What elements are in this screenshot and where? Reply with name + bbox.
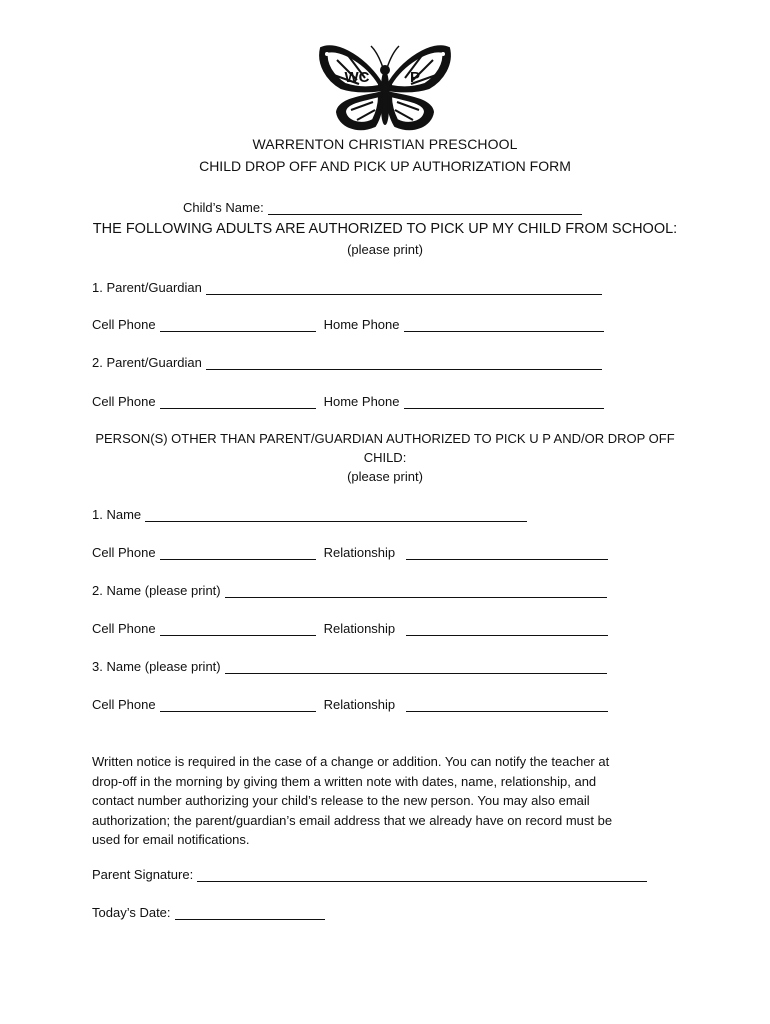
parent1-home-label: Home Phone [323,317,400,332]
other3-contact-row [92,697,608,712]
notice-line: used for email notifications. [92,832,250,847]
parent1-phone-row [92,317,604,332]
parent1-cell-field[interactable] [160,319,316,332]
parent1-cell-label: Cell Phone [92,317,156,332]
other1-name-label: 1. Name [92,507,142,522]
notice-line: Written notice is required in the case of a change or addition. You can notify the teacher at [92,754,610,769]
other3-name-label: 3. Name (please print) [92,659,221,674]
other3-cell-label: Cell Phone [92,697,156,712]
other2-cell-label: Cell Phone [92,621,156,636]
parent-signature-row [92,867,647,882]
other1-contact-row [92,545,608,560]
other2-contact-row [92,621,608,636]
other3-relationship-label: Relationship [323,697,396,712]
todays-date-label: Today’s Date: [92,905,171,920]
written-notice-paragraph [92,752,672,850]
parent2-phone-row [92,394,604,409]
parent2-name-field[interactable] [206,357,602,370]
parent-signature-label: Parent Signature: [92,867,194,882]
other2-name-field[interactable] [225,585,607,598]
others-heading-line2: CHILD: [363,450,407,465]
other1-name-row [92,507,527,522]
parent1-home-field[interactable] [404,319,604,332]
others-subheading: (please print) [347,469,423,484]
logo-lettering-right: P [409,69,421,86]
other1-relationship-field[interactable] [406,547,608,560]
other3-name-row [92,659,607,674]
child-name-field[interactable] [268,202,582,215]
school-name: WARRENTON CHRISTIAN PRESCHOOL [252,136,518,152]
other2-cell-field[interactable] [160,623,316,636]
other2-relationship-label: Relationship [323,621,396,636]
parent1-label: 1. Parent/Guardian [92,280,202,295]
other3-relationship-field[interactable] [406,699,608,712]
authorized-adults-heading: THE FOLLOWING ADULTS ARE AUTHORIZED TO PICK UP MY CHILD FROM SCHOOL: [92,221,678,237]
other2-name-label: 2. Name (please print) [92,583,221,598]
parent-signature-field[interactable] [197,869,647,882]
other1-cell-field[interactable] [160,547,316,560]
other3-cell-field[interactable] [160,699,316,712]
child-name-row [183,200,582,215]
butterfly-logo [317,40,453,136]
other1-cell-label: Cell Phone [92,545,156,560]
notice-line: contact number authorizing your child’s release to the new person. You may also email [92,793,590,808]
authorized-adults-subheading: (please print) [347,242,423,257]
child-name-label: Child’s Name: [183,200,264,215]
form-title: CHILD DROP OFF AND PICK UP AUTHORIZATION FORM [199,158,571,174]
parent2-cell-label: Cell Phone [92,394,156,409]
other3-name-field[interactable] [225,661,607,674]
parent1-name-field[interactable] [206,282,602,295]
parent2-home-label: Home Phone [323,394,400,409]
logo-lettering-left: WC [344,69,370,86]
other1-relationship-label: Relationship [323,545,396,560]
other2-name-row [92,583,607,598]
parent2-row [92,355,602,370]
todays-date-row [92,905,325,920]
parent2-cell-field[interactable] [160,396,316,409]
todays-date-field[interactable] [175,907,325,920]
other1-name-field[interactable] [145,509,527,522]
other2-relationship-field[interactable] [406,623,608,636]
notice-line: authorization; the parent/guardian’s email address that we already have on record must be [92,812,613,828]
parent2-label: 2. Parent/Guardian [92,355,202,370]
others-heading-line1: PERSON(S) OTHER THAN PARENT/GUARDIAN AUTHORIZED TO PICK U P AND/OR DROP OFF [95,431,675,446]
parent1-row [92,280,602,295]
parent2-home-field[interactable] [404,396,604,409]
notice-line: drop-off in the morning by giving them a written note with dates, name, relationship, and [92,773,597,789]
